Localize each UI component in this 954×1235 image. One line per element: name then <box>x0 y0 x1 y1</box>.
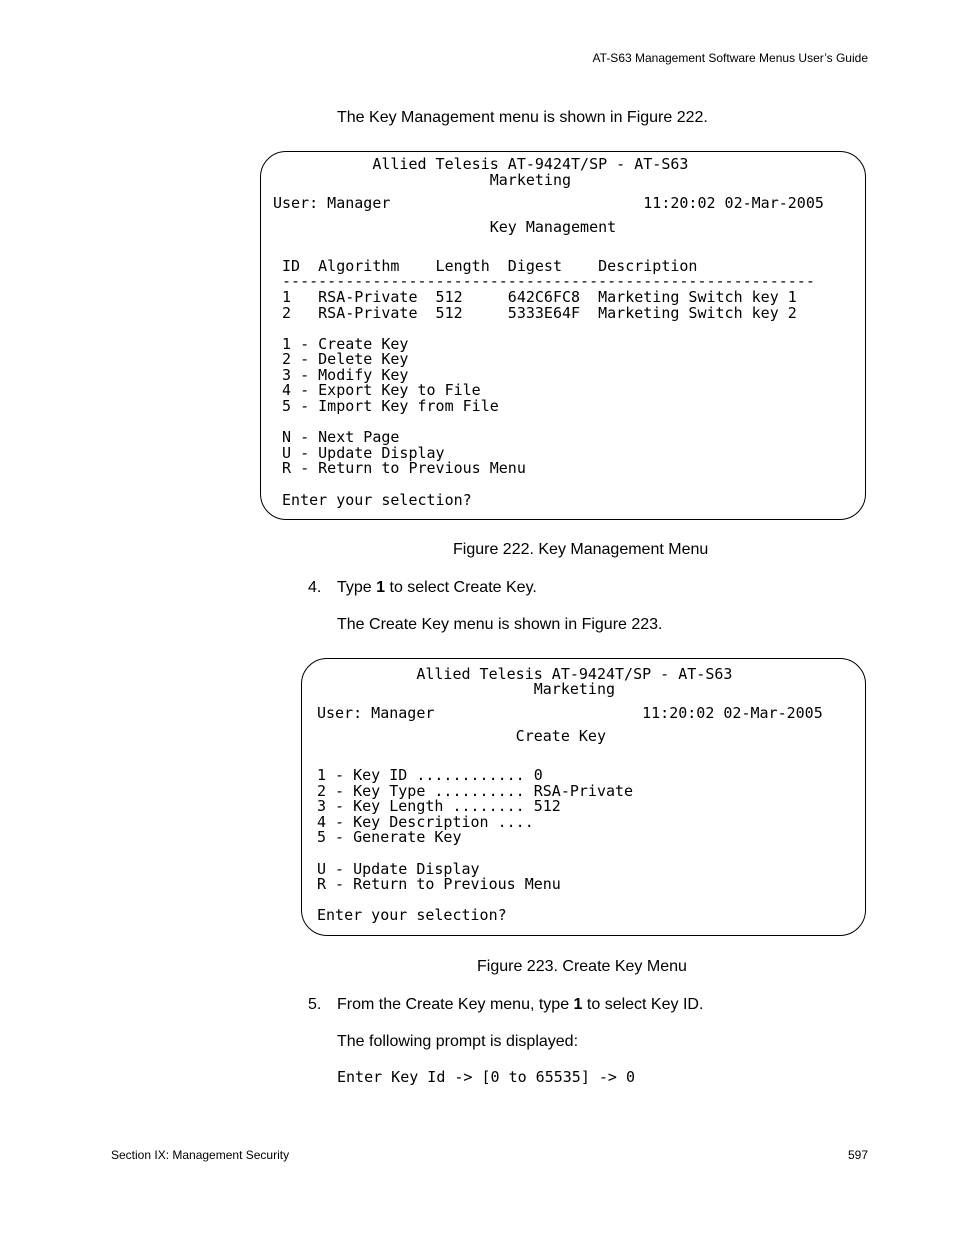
menu-option-return: R - Return to Previous Menu <box>273 459 526 477</box>
key-id-prompt-example: Enter Key Id -> [0 to 65535] -> 0 <box>337 1068 636 1086</box>
menu-option-next-page: N - Next Page <box>273 428 400 446</box>
step-4-number: 4. <box>308 579 322 596</box>
menu-option-key-description: 4 - Key Description .... <box>317 813 534 831</box>
screen1-title-line: Allied Telesis AT-9424T/SP - AT-S63 <box>273 155 689 173</box>
screen1-user-line: User: Manager 11:20:02 02-Mar-2005 <box>273 194 824 212</box>
screen2-menu-title: Create Key <box>317 727 606 745</box>
menu-option-key-id: 1 - Key ID ............ 0 <box>317 766 543 784</box>
key-table-header: ID Algorithm Length Digest Description <box>273 257 698 275</box>
screen1-menu-title: Key Management <box>273 218 617 236</box>
screen2-selection-prompt: Enter your selection? <box>317 906 507 924</box>
menu-option-return: R - Return to Previous Menu <box>317 875 561 893</box>
footer-section: Section IX: Management Security <box>111 1148 290 1162</box>
key-table-divider: ----------------------------------------------------------- <box>273 272 815 290</box>
page-number: 597 <box>847 1148 868 1162</box>
screen1-location-line: Marketing <box>273 171 572 189</box>
menu-option-delete-key: 2 - Delete Key <box>273 350 409 368</box>
step-4-post: to select Create Key. <box>385 579 537 596</box>
step-4-pre: Type <box>337 579 377 596</box>
menu-option-update-display: U - Update Display <box>317 860 480 878</box>
menu-option-generate-key: 5 - Generate Key <box>317 828 462 846</box>
step-5-post: to select Key ID. <box>582 996 704 1013</box>
screen1-selection-prompt: Enter your selection? <box>273 491 472 509</box>
key-table-row: 2 RSA-Private 512 5333E64F Marketing Switch key 2 <box>273 304 797 322</box>
menu-option-key-length: 3 - Key Length ........ 512 <box>317 797 561 815</box>
step-5-key: 1 <box>573 996 583 1013</box>
menu-option-export-key: 4 - Export Key to File <box>273 381 481 399</box>
menu-option-create-key: 1 - Create Key <box>273 335 409 353</box>
intro-text: The Key Management menu is shown in Figure 222. <box>337 109 708 126</box>
figure-223-caption: Figure 223. Create Key Menu <box>477 958 687 975</box>
screen2-user-line: User: Manager 11:20:02 02-Mar-2005 <box>317 704 823 722</box>
step-5-text <box>337 996 703 1014</box>
menu-option-import-key: 5 - Import Key from File <box>273 397 499 415</box>
step-4-text <box>337 579 537 597</box>
running-header: AT-S63 Management Software Menus User’s Guide <box>592 51 868 65</box>
menu-option-key-type: 2 - Key Type .......... RSA-Private <box>317 782 634 800</box>
step-5-number: 5. <box>308 996 322 1013</box>
step-4-follow-text: The Create Key menu is shown in Figure 223. <box>337 616 663 633</box>
menu-option-update-display: U - Update Display <box>273 444 445 462</box>
step-5-follow-text: The following prompt is displayed: <box>337 1033 579 1050</box>
step-4-key: 1 <box>376 579 386 596</box>
screen2-title-line: Allied Telesis AT-9424T/SP - AT-S63 <box>317 665 733 683</box>
step-5-pre: From the Create Key menu, type <box>337 996 574 1013</box>
screen2-location-line: Marketing <box>317 680 616 698</box>
key-table-row: 1 RSA-Private 512 642C6FC8 Marketing Switch key 1 <box>273 288 797 306</box>
figure-222-caption: Figure 222. Key Management Menu <box>453 541 709 558</box>
menu-option-modify-key: 3 - Modify Key <box>273 366 409 384</box>
